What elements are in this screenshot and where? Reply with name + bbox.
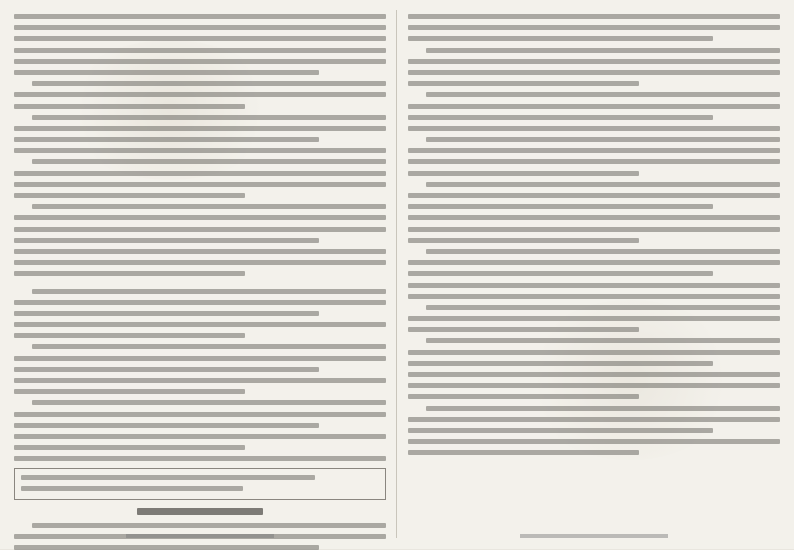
text-line: [408, 372, 780, 377]
right-page: [408, 14, 780, 534]
text-line: [14, 300, 386, 305]
text-line: [14, 271, 245, 276]
text-line: [14, 367, 319, 372]
text-line: [14, 137, 319, 142]
text-line: [426, 92, 780, 97]
text-line: [426, 182, 780, 187]
text-line: [14, 311, 319, 316]
text-line: [408, 361, 713, 366]
text-line: [14, 193, 245, 198]
questions-block: [14, 289, 386, 462]
text-line: [408, 428, 713, 433]
text-line: [408, 294, 780, 299]
text-line: [14, 356, 386, 361]
text-line: [408, 439, 780, 444]
text-line: [426, 406, 780, 411]
text-line: [14, 260, 386, 265]
text-line: [14, 423, 319, 428]
left-page: [14, 14, 386, 534]
text-line: [426, 48, 780, 53]
text-line: [14, 59, 386, 64]
text-line: [408, 394, 639, 399]
text-line: [14, 412, 386, 417]
text-line: [408, 238, 639, 243]
text-line: [14, 92, 386, 97]
text-line: [32, 81, 386, 86]
text-line: [32, 344, 386, 349]
text-line: [14, 389, 245, 394]
text-line: [408, 148, 780, 153]
text-line: [408, 283, 780, 288]
text-line: [14, 70, 319, 75]
text-line: [14, 171, 386, 176]
text-line: [14, 148, 386, 153]
text-line: [14, 322, 386, 327]
text-line: [408, 316, 780, 321]
text-line: [14, 456, 386, 461]
text-line: [32, 115, 386, 120]
text-line: [32, 159, 386, 164]
text-line: [408, 59, 780, 64]
text-line: [408, 14, 780, 19]
text-line: [14, 48, 386, 53]
passage-title: [137, 508, 263, 515]
text-line: [408, 36, 713, 41]
text-line: [408, 171, 639, 176]
text-line: [14, 545, 319, 550]
text-line: [14, 25, 386, 30]
section-box: [14, 468, 386, 500]
text-line: [14, 104, 245, 109]
text-line: [408, 115, 713, 120]
text-line: [14, 126, 386, 131]
text-line: [426, 338, 780, 343]
page-footer: [14, 523, 386, 542]
text-line: [14, 434, 386, 439]
text-line: [408, 70, 780, 75]
passage-block: [14, 14, 386, 276]
text-line: [14, 227, 386, 232]
text-line: [14, 215, 386, 220]
text-line: [408, 350, 780, 355]
text-line: [408, 25, 780, 30]
text-line: [14, 445, 245, 450]
text-line: [408, 126, 780, 131]
text-line: [408, 104, 780, 109]
text-line: [21, 475, 315, 480]
text-line: [14, 249, 386, 254]
text-line: [408, 204, 713, 209]
text-line: [408, 193, 780, 198]
text-line: [426, 249, 780, 254]
text-line: [408, 215, 780, 220]
text-line: [32, 289, 386, 294]
text-line: [32, 400, 386, 405]
text-line: [408, 383, 780, 388]
text-line: [426, 305, 780, 310]
text-line: [14, 36, 386, 41]
text-line: [426, 137, 780, 142]
story-text: [408, 14, 780, 455]
page-gutter: [396, 10, 397, 538]
text-line: [408, 271, 713, 276]
text-line: [408, 159, 780, 164]
text-line: [408, 260, 780, 265]
text-line: [14, 333, 245, 338]
page-footer: [408, 523, 780, 542]
text-line: [408, 227, 780, 232]
text-line: [14, 378, 386, 383]
text-line: [14, 14, 386, 19]
text-line: [408, 450, 639, 455]
text-line: [408, 81, 639, 86]
text-line: [14, 238, 319, 243]
text-line: [32, 204, 386, 209]
text-line: [21, 486, 243, 491]
text-line: [408, 417, 780, 422]
text-line: [408, 327, 639, 332]
text-line: [14, 182, 386, 187]
